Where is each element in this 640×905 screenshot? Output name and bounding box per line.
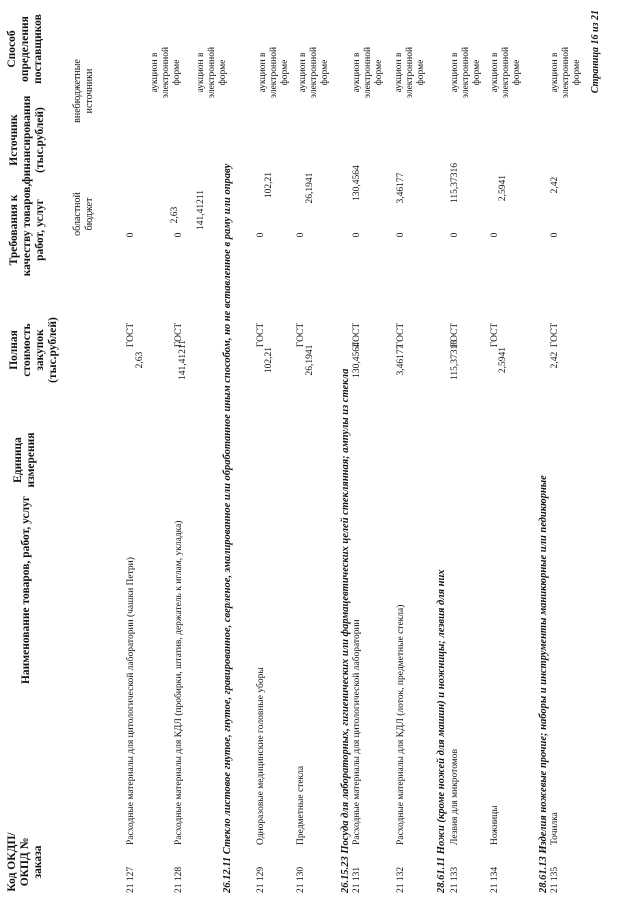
row-135-quality: ГОСТ xyxy=(550,322,560,348)
row-135-extra: 2,42 xyxy=(550,176,560,194)
row-135-code: 21 135 xyxy=(550,866,560,893)
row-132-name: Расходные материалы для КДЛ (лоток, предметные стекла) xyxy=(396,604,406,845)
row-127-extra: 2,63 xyxy=(170,206,180,224)
row-127-regional: 0 xyxy=(126,232,136,238)
row-132-regional: 0 xyxy=(396,232,406,238)
row-133-name: Лезвия для микротомов xyxy=(450,748,460,845)
row-127-method: аукцион в электронной форме xyxy=(150,46,182,99)
header-funding-extra: внебюджетные источники xyxy=(72,59,95,123)
header-quality: Требования к качеству товаров, работ, услуг xyxy=(8,183,46,277)
row-135-method: аукцион в электронной форме xyxy=(550,46,582,99)
row-129-quality: ГОСТ xyxy=(256,322,266,348)
row-130-quality: ГОСТ xyxy=(296,322,306,348)
row-134-extra: 2,5941 xyxy=(498,174,508,202)
section-28-61-13: 28.61.13 Изделия ножевые прочие; наборы и инструменты маникюрные или педикюрные xyxy=(538,475,549,893)
row-132-total: 3,46177 xyxy=(396,344,406,376)
row-133-regional: 0 xyxy=(450,232,460,238)
row-127-name: Расходные материалы для цитологической лаборатории (чашки Петри) xyxy=(126,557,136,845)
row-134-quality: ГОСТ xyxy=(490,322,500,348)
row-130-regional: 0 xyxy=(296,232,306,238)
row-128-extra: 141,41211 xyxy=(196,189,206,231)
row-127-code: 21 127 xyxy=(126,866,136,893)
row-131-total: 130,4564 xyxy=(352,342,362,378)
row-135-name: Точилка xyxy=(550,812,560,845)
row-129-code: 21 129 xyxy=(256,866,266,893)
row-135-regional: 0 xyxy=(550,232,560,238)
row-134-code: 21 134 xyxy=(490,866,500,893)
row-131-regional: 0 xyxy=(352,232,362,238)
row-133-quality: ГОСТ xyxy=(450,322,460,348)
row-131-quality: ГОСТ xyxy=(352,322,362,348)
row-128-quality: ГОСТ xyxy=(174,322,184,348)
row-130-method: аукцион в электронной форме xyxy=(298,46,330,99)
section-28-61-11: 28.61.11 Ножи (кроме ножей для машин) и ножницы; лезвия для них xyxy=(436,569,447,893)
row-132-code: 21 132 xyxy=(396,866,406,893)
row-131-code: 21 131 xyxy=(352,866,362,893)
row-129-method: аукцион в электронной форме xyxy=(258,46,290,99)
row-128-name: Расходные материалы для КДЛ (пробирки, штатив, держатель к иглам, укладка) xyxy=(174,520,184,845)
section-26-15-23: 26.15.23 Посуда для лабораторных, гигиенических или фармацевтических целей стеклянная; ампулы из стекла xyxy=(340,368,351,893)
header-funding: Источник финансирования (тыс.рублей) xyxy=(8,95,46,185)
header-total: Полная стоимость закупок (тыс.рублей) xyxy=(8,317,59,383)
row-129-regional: 0 xyxy=(256,232,266,238)
row-134-name: Ножницы xyxy=(490,805,500,845)
header-funding-regional: областной бюджет xyxy=(72,192,95,236)
row-133-method: аукцион в электронной форме xyxy=(450,46,482,99)
section-26-12-11: 26.12.11 Стекло листовое гнутое, гнутое, гравированное, сверленое, эмалированное или обработанное иным способом, но не вставленное в раму или оправу xyxy=(222,163,233,893)
row-130-name: Предметные стекла xyxy=(296,765,306,845)
row-127-total: 2,63 xyxy=(135,351,145,369)
header-code: Код ОКДП/ ОКПД № заказа xyxy=(6,832,44,892)
row-129-total: 102,21 xyxy=(264,346,274,374)
row-135-total: 2,42 xyxy=(550,351,560,369)
row-133-extra: 115,37316 xyxy=(450,162,460,204)
row-128-regional: 0 xyxy=(174,232,184,238)
row-131-extra: 130,4564 xyxy=(352,165,362,201)
row-128-code: 21 128 xyxy=(174,866,184,893)
row-134-total: 2,5941 xyxy=(498,346,508,374)
page-number: Страница 16 из 21 xyxy=(590,10,601,94)
row-130-code: 21 130 xyxy=(296,866,306,893)
row-133-total: 115,37316 xyxy=(450,339,460,381)
row-134-method: аукцион в электронной форме xyxy=(490,46,522,99)
row-134-regional: 0 xyxy=(490,232,500,238)
row-127-quality: ГОСТ xyxy=(126,322,136,348)
header-method: Способ определения поставщиков xyxy=(6,14,44,84)
row-132-quality: ГОСТ xyxy=(396,322,406,348)
row-128-total: 141,41211 xyxy=(178,339,188,381)
row-132-extra: 3,46177 xyxy=(396,172,406,204)
row-128-method: аукцион в электронной форме xyxy=(196,46,228,99)
row-130-total: 26,1941 xyxy=(305,344,315,376)
row-131-name: Расходные материалы для цитологической лаборатории xyxy=(352,619,362,845)
row-129-extra: 102,21 xyxy=(264,171,274,199)
row-129-name: Одноразовые медицинские головные уборы xyxy=(256,667,266,845)
row-131-method: аукцион в электронной форме xyxy=(352,46,384,99)
header-unit: Единица измерения xyxy=(12,432,37,488)
header-name: Наименование товаров, работ, услуг xyxy=(20,495,32,685)
row-130-extra: 26,1941 xyxy=(305,172,315,204)
row-132-method: аукцион в электронной форме xyxy=(394,46,426,99)
row-133-code: 21 133 xyxy=(450,866,460,893)
